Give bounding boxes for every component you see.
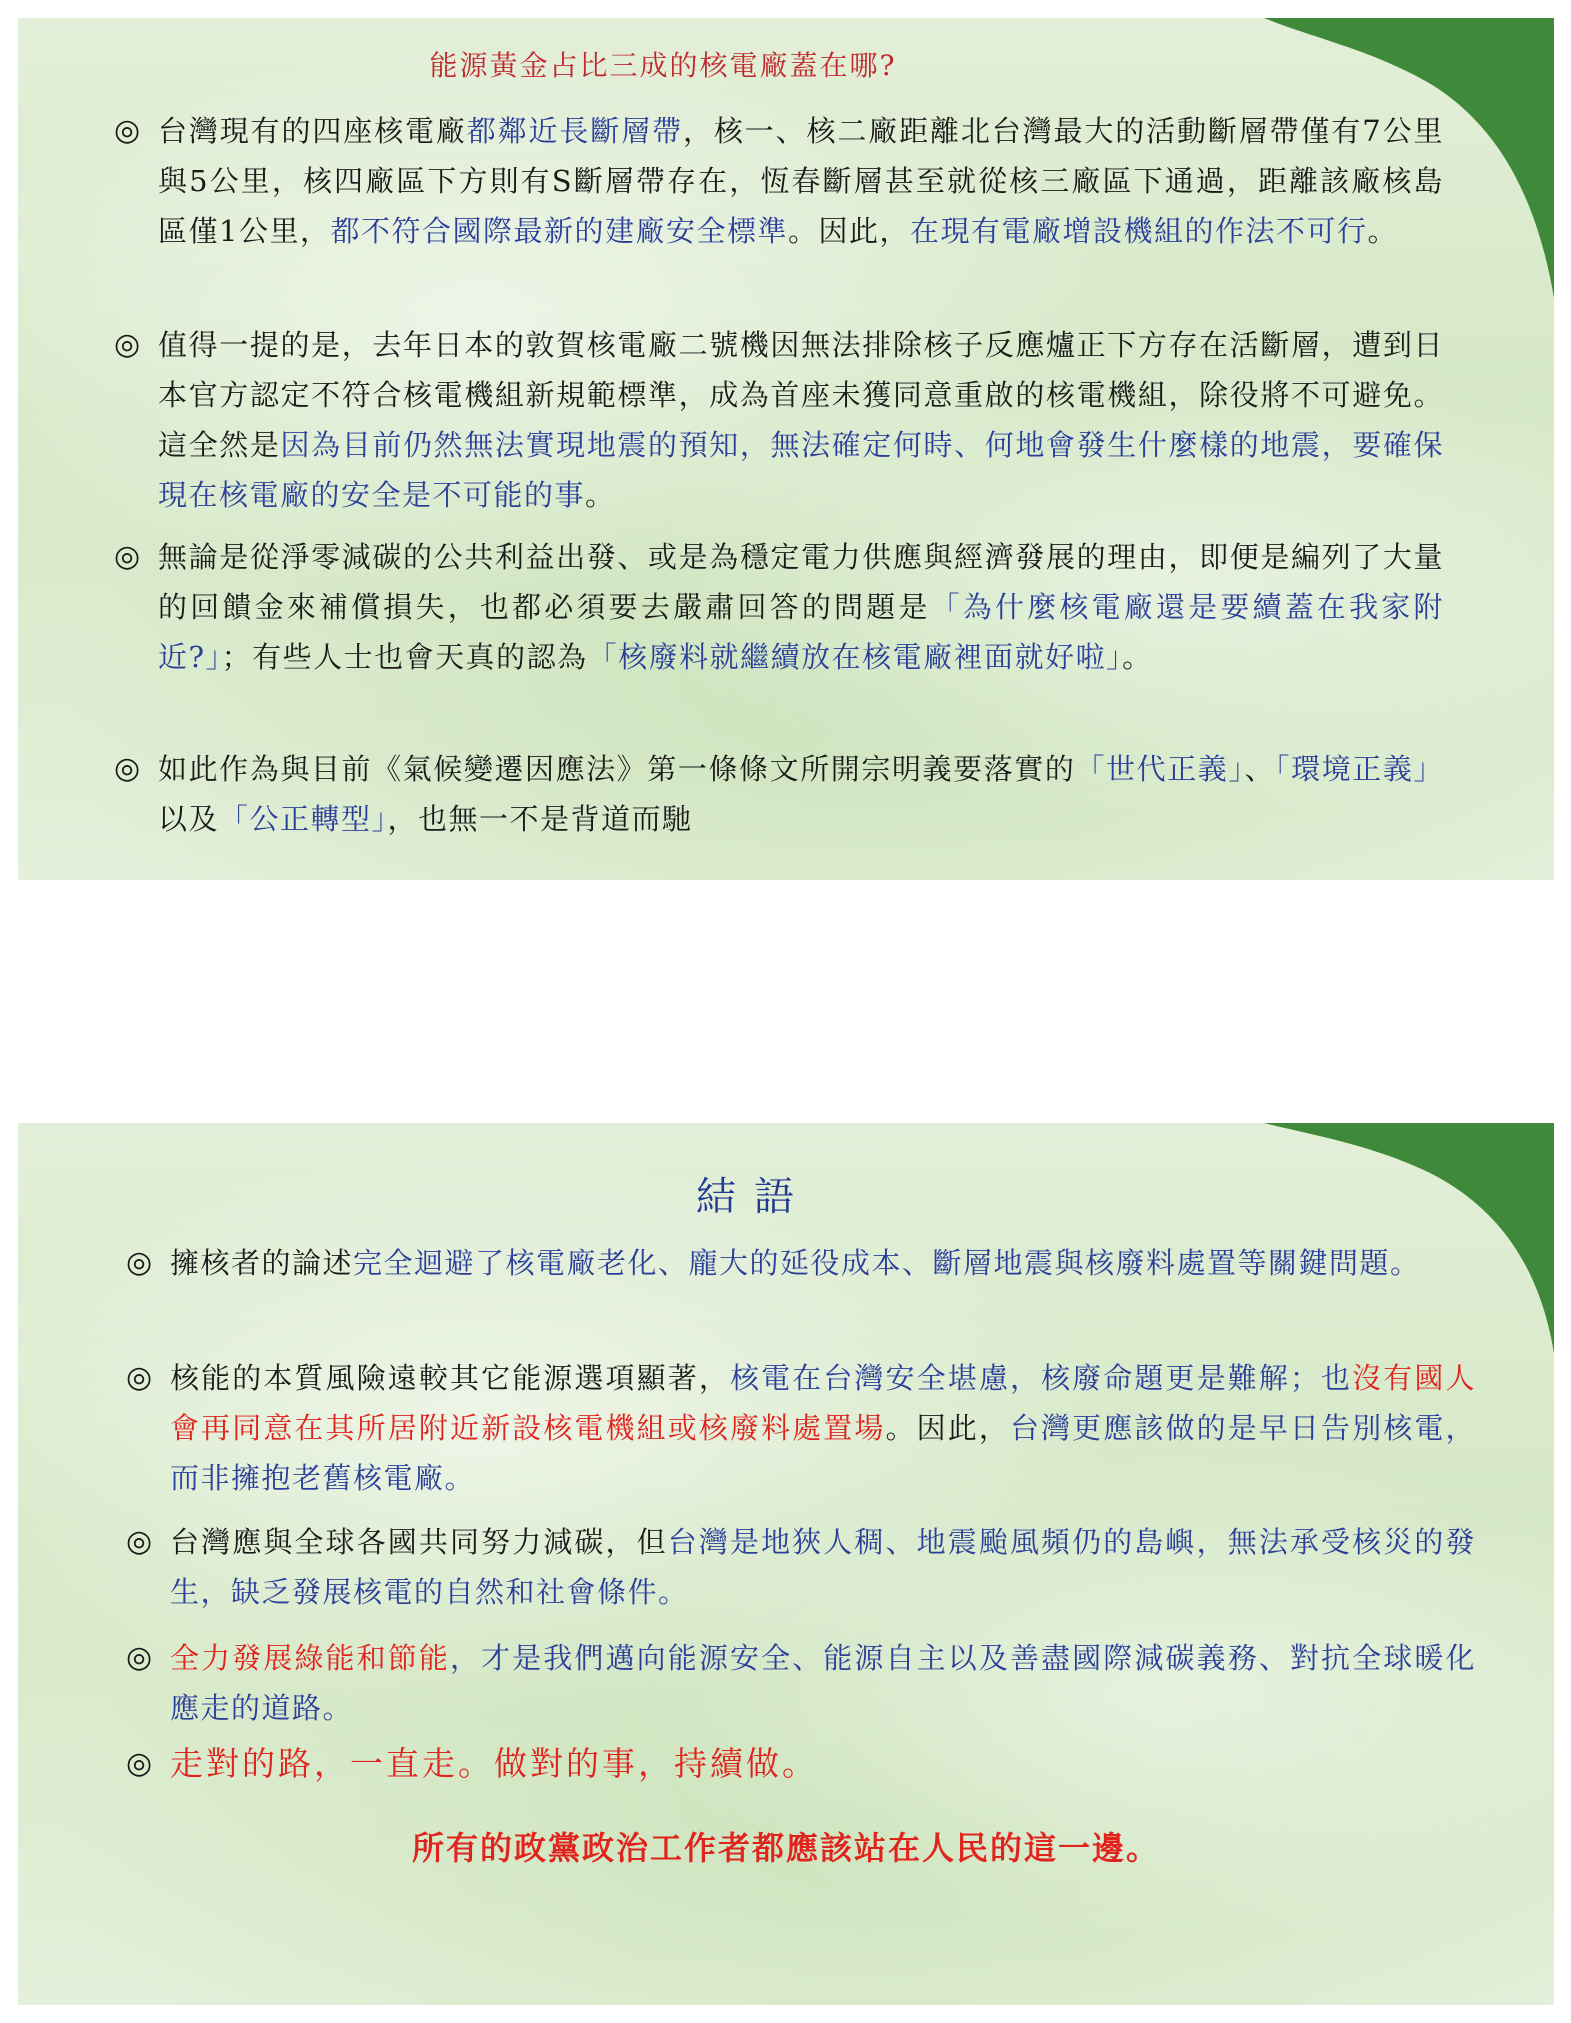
bullet-fault-lines	[114, 106, 1444, 256]
bullet-mark: ◎	[114, 751, 141, 786]
bullet-mark: ◎	[114, 327, 141, 362]
text-span: ；有些人士也會天真的認為	[221, 640, 588, 674]
bullet-mark: ◎	[114, 113, 141, 148]
bullet-nuclear-risk	[126, 1353, 1476, 1503]
bullet-text	[170, 1517, 1476, 1617]
bullet-text	[170, 1633, 1476, 1733]
bullet-island-conditions	[126, 1517, 1476, 1617]
bullet-mark: ◎	[126, 1640, 153, 1675]
highlight-span: 沒有國人會再同意在其所居附近新設核電機組或核廢料處置場	[170, 1361, 1476, 1445]
text-span: 無論是從淨零減碳的公共利益出發、或是為穩定電力供應與經濟發展的理由，即便是編列了大量的回饋金來補償損失，也都必須要去嚴肅回答的問題是	[158, 540, 1444, 624]
bullet-mark: ◎	[126, 1245, 153, 1280]
slide2-title: 結語	[696, 1174, 812, 1220]
text-span: ，也無一不是背道而馳	[387, 802, 693, 836]
text-span: 。	[1367, 214, 1399, 248]
text-span: 。因此，	[885, 1411, 1010, 1445]
bullet-text	[158, 106, 1444, 256]
highlight-span: 「為什麼核電廠還是要續蓋在我家附近?」	[158, 590, 1444, 674]
highlight-span: 「核廢料就繼續放在核電廠裡面就好啦」	[587, 640, 1123, 674]
text-span: 擁核者的論述	[170, 1246, 354, 1280]
bullet-tsuruga-plant	[114, 320, 1444, 520]
text-span: 。	[1122, 640, 1153, 674]
text-span: 以及	[158, 802, 220, 836]
bullet-text	[158, 744, 1444, 844]
highlight-span: 「環境正義」	[1275, 752, 1444, 786]
bullet-text	[170, 1739, 1476, 1790]
highlight-span: 台灣是地狹人稠、地震颱風頻仍的島嶼，無法承受核災的發生，缺乏發展核電的自然和社會條件。	[170, 1525, 1476, 1609]
highlight-span: 都不符合國際最新的建廠安全標準	[330, 214, 788, 248]
bullet-mark: ◎	[126, 1746, 153, 1781]
bullet-climate-law	[114, 744, 1444, 844]
highlight-span: 都鄰近長斷層帶	[466, 114, 683, 148]
bullet-text	[158, 532, 1444, 682]
highlight-span: 核電在台灣安全堪慮，核廢命題更是難解；也	[729, 1361, 1353, 1395]
highlight-span: 台灣更應該做的是早日告別核電，而非擁抱老舊核電廠。	[170, 1411, 1476, 1495]
bullet-mark: ◎	[126, 1524, 153, 1559]
bullet-text	[170, 1353, 1476, 1503]
text-span: 台灣現有的四座核電廠	[158, 114, 467, 148]
bullet-green-energy	[126, 1633, 1476, 1733]
highlight-span: 完全迴避了核電廠老化、龐大的延役成本、斷層地震與核廢料處置等關鍵問題。	[353, 1246, 1421, 1280]
bullet-pro-nuclear-argument	[126, 1238, 1476, 1288]
text-span: ，核一、核二廠距離北台灣最大的活動斷層帶僅有7公里與5公里，核四廠區下方則有S斷層帶存在，恆春斷層甚至就從核三廠區下通過，距離該廠核島區僅1公里，	[158, 114, 1444, 248]
bullet-text	[158, 320, 1444, 520]
highlight-span: 因為目前仍然無法實現地震的預知，無法確定何時、何地會發生什麼樣的地震，要確保現在核電廠的安全是不可能的事	[158, 428, 1444, 512]
highlight-span: 「世代正義」	[1075, 752, 1245, 786]
bullet-public-interest	[114, 532, 1444, 682]
highlight-span: ，才是我們邁向能源安全、能源自主以及善盡國際減碳義務、對抗全球暖化應走的道路。	[170, 1641, 1476, 1725]
bullet-text	[170, 1238, 1476, 1288]
slide-conclusion	[18, 1123, 1554, 2005]
slide-nuclear-plant-location	[18, 18, 1554, 880]
text-span: 核能的本質風險遠較其它能源選項顯著，	[170, 1361, 730, 1395]
closing-statement: 所有的政黨政治工作者都應該站在人民的這一邊。	[411, 1829, 1160, 1867]
highlight-span: 全力發展綠能和節能	[170, 1641, 450, 1675]
text-span: 。因此，	[787, 214, 910, 248]
highlight-span: 在現有電廠增設機組的作法不可行	[909, 214, 1368, 248]
highlight-span: 「公正轉型」	[219, 802, 388, 836]
bullet-mark: ◎	[126, 1360, 153, 1395]
text-span: 如此作為與目前《氣候變遷因應法》第一條條文所開宗明義要落實的	[158, 752, 1076, 786]
highlight-span: 走對的路，一直走。做對的事，持續做。	[170, 1744, 818, 1783]
text-span: 台灣應與全球各國共同努力減碳，但	[170, 1525, 668, 1559]
text-span: 值得一提的是，去年日本的敦賀核電廠二號機因無法排除核子反應爐正下方存在活斷層，遭到日本官方認定不符合核電機組新規範標準，成為首座未獲同意重啟的核電機組，除役將不可避免。這全然是	[158, 328, 1444, 462]
bullet-right-path	[126, 1739, 1476, 1790]
bullet-mark: ◎	[114, 539, 141, 574]
slide1-title: 能源黃金占比三成的核電廠蓋在哪?	[429, 49, 897, 82]
text-span: 。	[585, 478, 616, 512]
text-span: 、	[1244, 752, 1276, 786]
